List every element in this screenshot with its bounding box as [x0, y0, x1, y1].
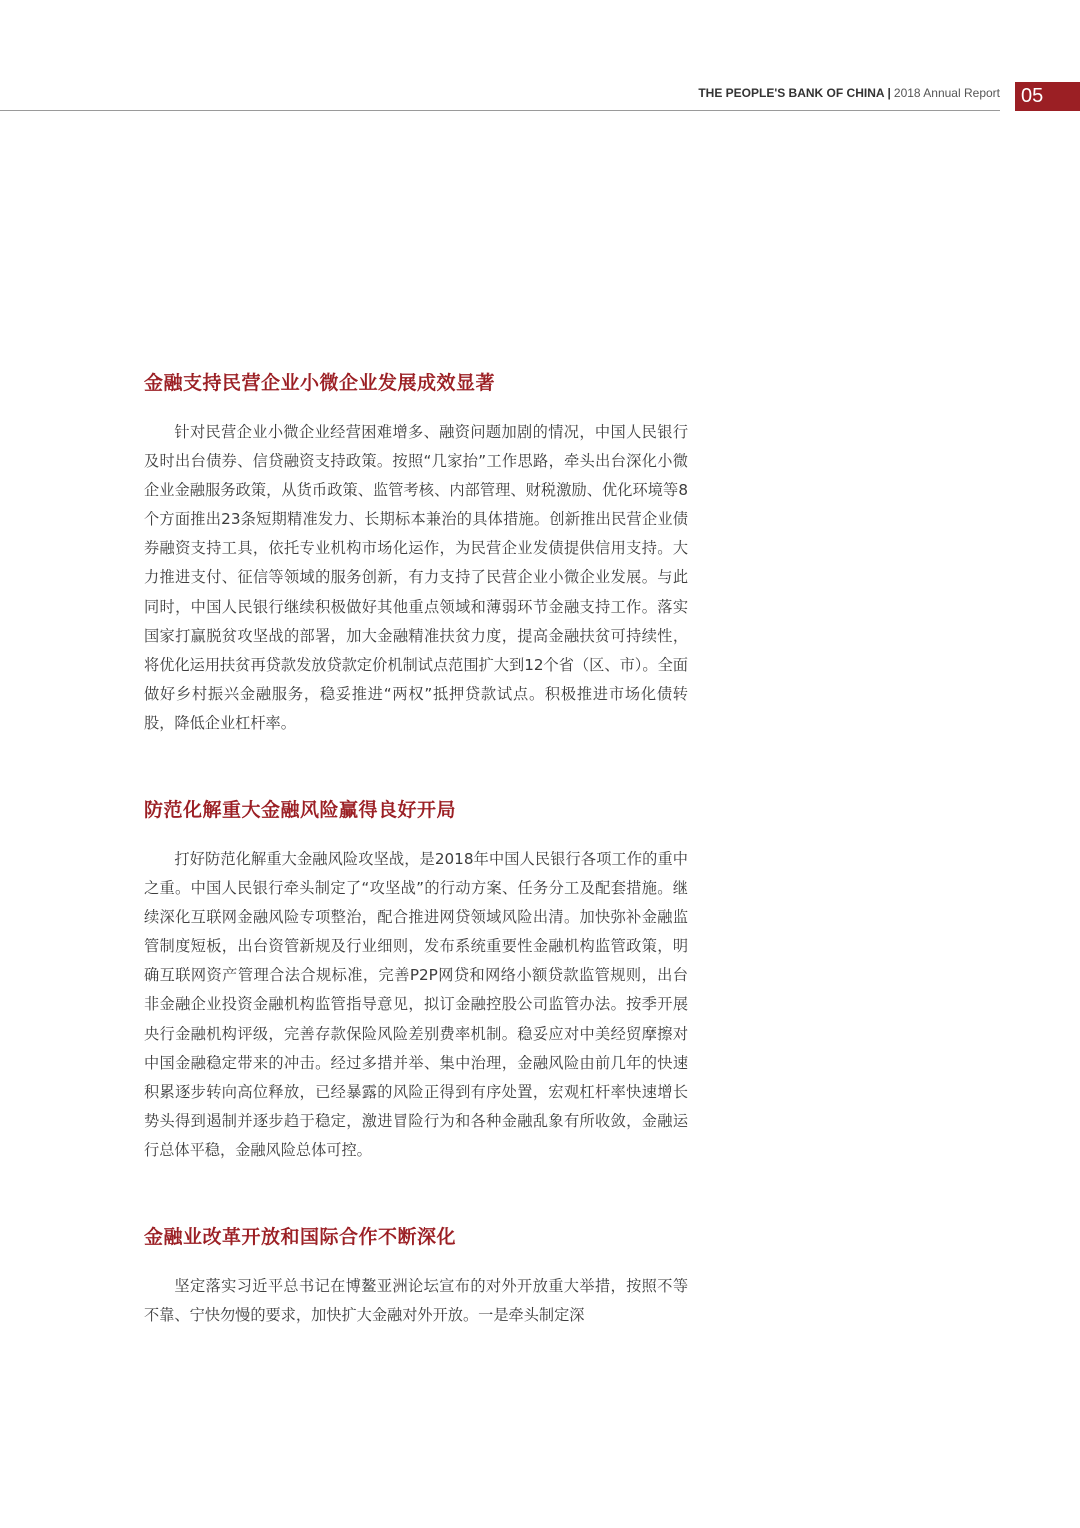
header-rule [0, 110, 1000, 111]
section-body-1: 针对民营企业小微企业经营困难增多、融资问题加剧的情况，中国人民银行及时出台债券、信贷融资支持政策。按照“几家抬”工作思路，牵头出台深化小微企业金融服务政策，从货币政策、监管考核、内部管理、财税激励、优化环境等8个方面推出23条短期精准发力、长期标本兼治的具体措施。创新推出民营企业债券融资支持工具，依托专业机构市场化运作，为民营企业发债提供信用支持。大力推进支付、征信等领域的服务创新，有力支持了民营企业小微企业发展。与此同时，中国人民银行继续积极做好其他重点领域和薄弱环节金融支持工作。落实国家打赢脱贫攻坚战的部署，加大金融精准扶贫力度，提高金融扶贫可持续性，将优化运用扶贫再贷款发放贷款定价机制试点范围扩大到12个省（区、市）。全面做好乡村振兴金融服务，稳妥推进“两权”抵押贷款试点。积极推进市场化债转股，降低企业杠杆率。 [144, 423, 688, 732]
section-title-3: 金融业改革开放和国际合作不断深化 [144, 1226, 457, 1248]
page-number: 05 [1021, 85, 1044, 107]
section-body-2: 打好防范化解重大金融风险攻坚战，是2018年中国人民银行各项工作的重中之重。中国人民银行牵头制定了“攻坚战”的行动方案、任务分工及配套措施。继续深化互联网金融风险专项整治，配合推进网贷领域风险出清。加快弥补金融监管制度短板，出台资管新规及行业细则，发布系统重要性金融机构监管政策，明确互联网资产管理合法合规标准，完善P2P网贷和网络小额贷款监管规则，出台非金融企业投资金融机构监管指导意见，拟订金融控股公司监管办法。按季开展央行金融机构评级，完善存款保险风险差别费率机制。稳妥应对中美经贸摩擦对中国金融稳定带来的冲击。经过多措并举、集中治理，金融风险由前几年的快速积累逐步转向高位释放，已经暴露的风险正得到有序处置，宏观杠杆率快速增长势头得到遏制并逐步趋于稳定，激进冒险行为和各种金融乱象有所收敛，金融运行总体平稳，金融风险总体可控。 [144, 850, 688, 1159]
header-org: THE PEOPLE'S BANK OF CHINA [698, 86, 885, 100]
section-title-1: 金融支持民营企业小微企业发展成效显著 [144, 372, 496, 394]
header-separator: | [887, 86, 891, 100]
section-body-3: 坚定落实习近平总书记在博鳌亚洲论坛宣布的对外开放重大举措，按照不等不靠、宁快勿慢的要求，加快扩大金融对外开放。一是牵头制定深 [144, 1277, 688, 1325]
page-number-tab [1015, 82, 1080, 111]
header-report: 2018 Annual Report [893, 86, 1000, 100]
running-header [698, 86, 1000, 100]
section-title-2: 防范化解重大金融风险赢得良好开局 [144, 799, 457, 821]
